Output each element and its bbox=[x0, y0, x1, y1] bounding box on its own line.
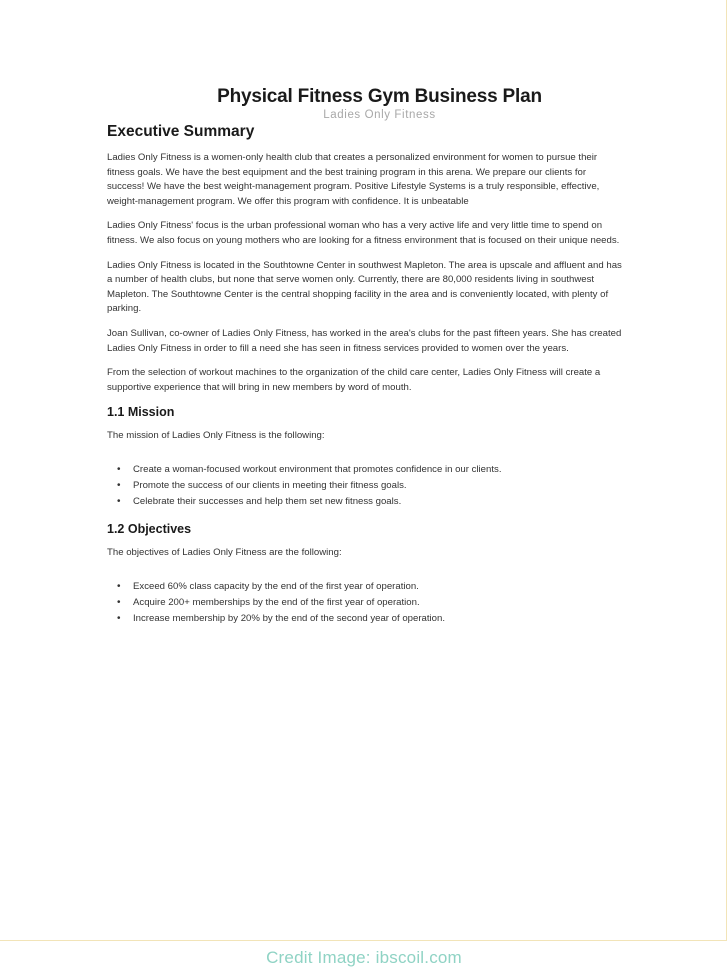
document-subtitle: Ladies Only Fitness bbox=[323, 109, 436, 121]
summary-paragraph: Joan Sullivan, co-owner of Ladies Only Fitness, has worked in the area's clubs for the past fifteen years. She has created Ladies Only Fitness in order to fill a need she has seen in fitness services provided to women over the years. bbox=[107, 327, 622, 354]
objectives-heading: 1.2 Objectives bbox=[107, 521, 192, 536]
mission-list-item: • Celebrate their successes and help them set new fitness goals. bbox=[117, 494, 622, 510]
objectives-list bbox=[107, 579, 622, 627]
objectives-list-item: • Increase membership by 20% by the end of the second year of operation. bbox=[117, 611, 622, 627]
summary-paragraph: From the selection of workout machines to the organization of the child care center, Ladies Only Fitness will create a supportive experience that will bring in new members by word of mouth. bbox=[107, 367, 601, 393]
image-credit: Credit Image: ibscoil.com bbox=[266, 948, 462, 967]
objectives-list-item: • Exceed 60% class capacity by the end of the first year of operation. bbox=[117, 579, 622, 595]
document-title: Physical Fitness Gym Business Plan bbox=[217, 86, 542, 107]
objectives-intro: The objectives of Ladies Only Fitness are the following: bbox=[107, 546, 342, 558]
mission-intro: The mission of Ladies Only Fitness is the following: bbox=[107, 430, 325, 442]
objectives-list-item: • Acquire 200+ memberships by the end of the first year of operation. bbox=[117, 595, 622, 611]
mission-list-item: • Create a woman-focused workout environment that promotes confidence in our clients. bbox=[117, 462, 622, 478]
mission-list-item: • Promote the success of our clients in meeting their fitness goals. bbox=[117, 478, 622, 494]
summary-paragraph: Ladies Only Fitness' focus is the urban professional woman who has a very active life and very little time to spend on fitness. We also focus on young mothers who are looking for a fitness environment that is focused on their unique needs. bbox=[107, 220, 620, 246]
executive-summary-heading: Executive Summary bbox=[107, 123, 255, 140]
mission-heading: 1.1 Mission bbox=[107, 405, 175, 420]
mission-list bbox=[107, 462, 622, 510]
document-page bbox=[107, 86, 622, 639]
summary-paragraph: Ladies Only Fitness is a women-only health club that creates a personalized environment for women to pursue their fitness goals. We have the best equipment and the best training program in this arena. We prepare our clients for success! We have the best weight-management program. Positive Lifestyle Systems is a truly responsible, effective, weight-management program. We offer this program with confidence. It is unbeatable bbox=[107, 152, 600, 207]
summary-paragraph: Ladies Only Fitness is located in the Southtowne Center in southwest Mapleton. The area is upscale and affluent and has a number of health clubs, but none that serve women only. Currently, there are 80,000 residents living in southwest Mapleton. The Southtowne Center is the central shopping facility in the area and is conveniently located, with plenty of parking. bbox=[107, 259, 622, 315]
